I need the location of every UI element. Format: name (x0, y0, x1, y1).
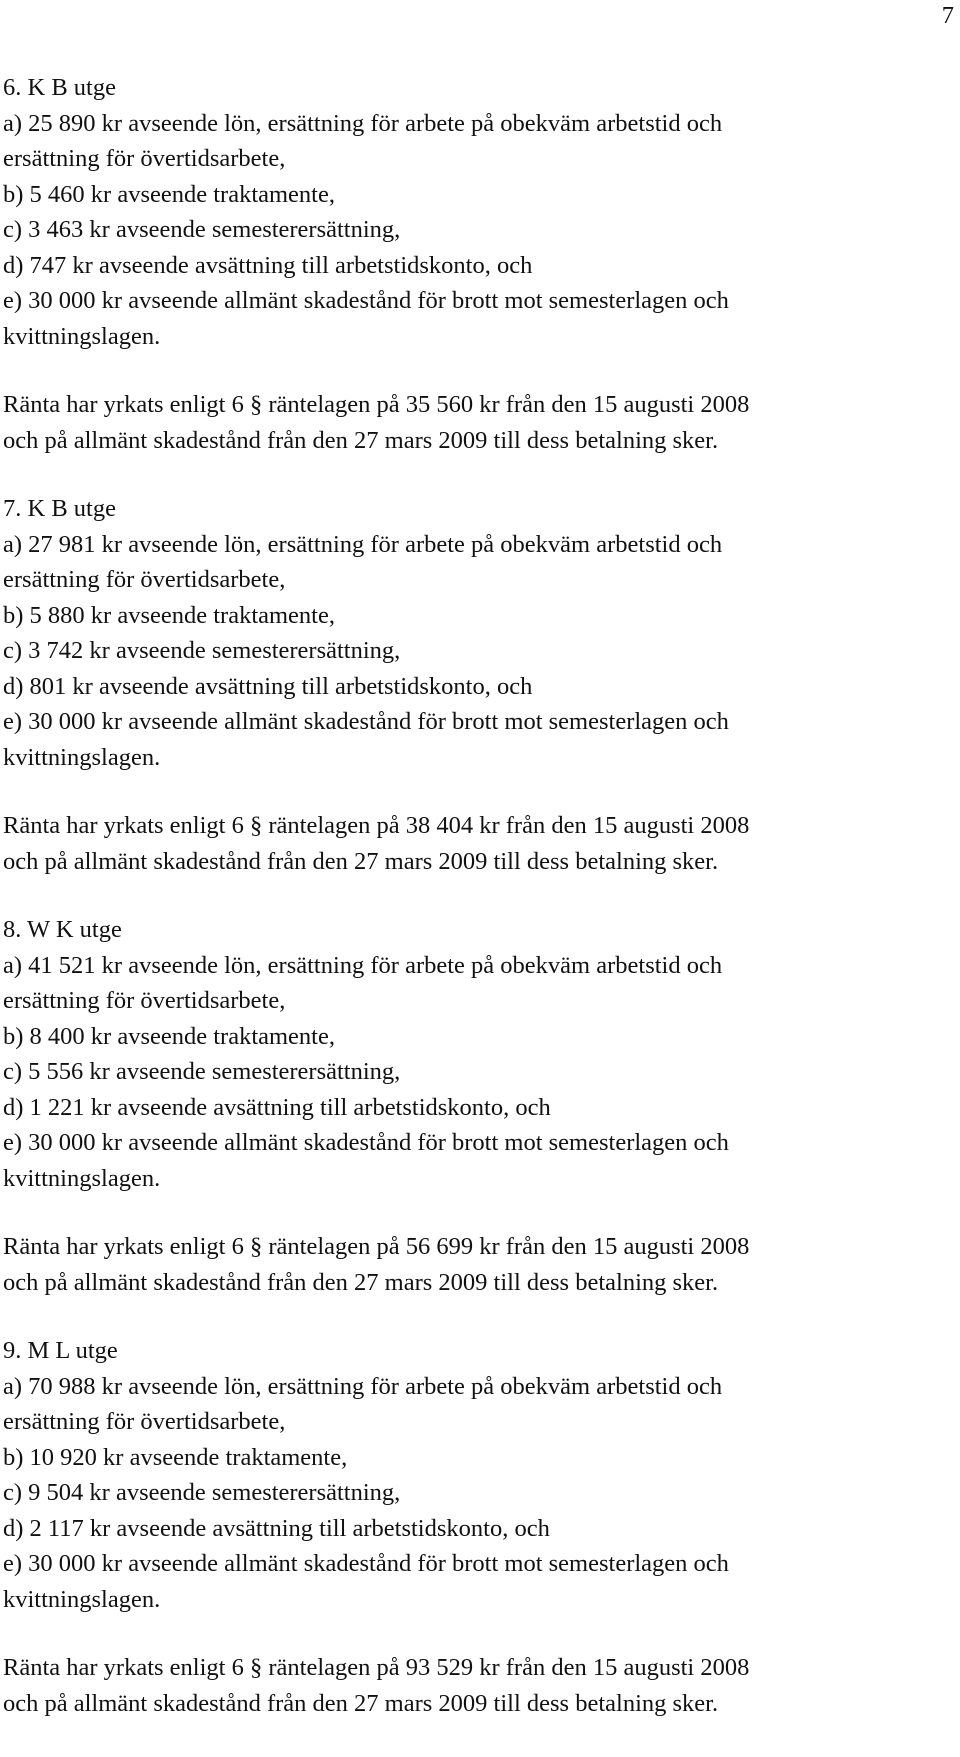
page-number: 7 (941, 2, 954, 29)
interest-line: och på allmänt skadestånd från den 27 mars 2009 till dess betalning sker. (3, 847, 719, 875)
claim-line: d) 2 117 kr avseende avsättning till arbetstidskonto, och (3, 1514, 550, 1542)
claim-line: a) 27 981 kr avseende lön, ersättning för arbete på obekväm arbetstid och (3, 530, 723, 558)
claim-line: c) 3 742 kr avseende semesterersättning, (3, 637, 401, 664)
claim-line: c) 3 463 kr avseende semesterersättning, (3, 216, 401, 243)
section-heading: 6. K B utge (3, 74, 116, 101)
claim-line: b) 5 460 kr avseende traktamente, (3, 180, 335, 208)
claim-line: e) 30 000 kr avseende allmänt skadestånd för brott mot semesterlagen och (3, 1129, 729, 1156)
section-heading: 8. W K utge (3, 916, 122, 943)
claims-block (3, 491, 953, 775)
claims-block (3, 1333, 953, 1617)
claim-line: d) 801 kr avseende avsättning till arbetstidskonto, och (3, 672, 533, 700)
interest-line: Ränta har yrkats enligt 6 § räntelagen på 35 560 kr från den 15 augusti 2008 (3, 391, 750, 418)
claim-section-7 (3, 491, 953, 879)
claim-line: c) 5 556 kr avseende semesterersättning, (3, 1058, 401, 1085)
section-heading: 9. M L utge (3, 1337, 118, 1364)
claim-line: a) 41 521 kr avseende lön, ersättning för arbete på obekväm arbetstid och (3, 951, 723, 979)
claim-line: kvittningslagen. (3, 743, 161, 771)
claim-line: a) 25 890 kr avseende lön, ersättning för arbete på obekväm arbetstid och (3, 109, 723, 137)
claim-section-8 (3, 912, 953, 1300)
claim-section-9 (3, 1333, 953, 1721)
claims-block (3, 70, 953, 354)
claim-line: kvittningslagen. (3, 1164, 161, 1192)
claim-line: kvittningslagen. (3, 322, 161, 350)
interest-paragraph (3, 1229, 953, 1300)
interest-paragraph (3, 387, 953, 458)
interest-line: Ränta har yrkats enligt 6 § räntelagen på 38 404 kr från den 15 augusti 2008 (3, 812, 750, 839)
claim-line: ersättning för övertidsarbete, (3, 145, 286, 172)
interest-line: Ränta har yrkats enligt 6 § räntelagen på 93 529 kr från den 15 augusti 2008 (3, 1654, 750, 1681)
claim-line: e) 30 000 kr avseende allmänt skadestånd för brott mot semesterlagen och (3, 1550, 729, 1577)
claim-line: e) 30 000 kr avseende allmänt skadestånd för brott mot semesterlagen och (3, 708, 729, 735)
claim-line: b) 10 920 kr avseende traktamente, (3, 1443, 348, 1471)
interest-paragraph (3, 808, 953, 879)
claim-line: b) 8 400 kr avseende traktamente, (3, 1022, 335, 1050)
interest-line: och på allmänt skadestånd från den 27 mars 2009 till dess betalning sker. (3, 1268, 719, 1296)
claim-line: kvittningslagen. (3, 1585, 161, 1613)
claim-line: ersättning för övertidsarbete, (3, 987, 286, 1014)
interest-line: och på allmänt skadestånd från den 27 mars 2009 till dess betalning sker. (3, 1689, 719, 1717)
claim-section-6 (3, 70, 953, 458)
claim-line: ersättning för övertidsarbete, (3, 566, 286, 593)
claim-line: ersättning för övertidsarbete, (3, 1408, 286, 1435)
interest-line: Ränta har yrkats enligt 6 § räntelagen på 56 699 kr från den 15 augusti 2008 (3, 1233, 750, 1260)
section-heading: 7. K B utge (3, 495, 116, 522)
claims-block (3, 912, 953, 1196)
claim-line: d) 747 kr avseende avsättning till arbetstidskonto, och (3, 251, 533, 279)
claim-line: e) 30 000 kr avseende allmänt skadestånd för brott mot semesterlagen och (3, 287, 729, 314)
interest-paragraph (3, 1650, 953, 1721)
claim-line: c) 9 504 kr avseende semesterersättning, (3, 1479, 401, 1506)
interest-line: och på allmänt skadestånd från den 27 mars 2009 till dess betalning sker. (3, 426, 719, 454)
claim-line: d) 1 221 kr avseende avsättning till arbetstidskonto, och (3, 1093, 551, 1121)
claim-line: b) 5 880 kr avseende traktamente, (3, 601, 335, 629)
document-body (3, 70, 953, 1754)
claim-line: a) 70 988 kr avseende lön, ersättning för arbete på obekväm arbetstid och (3, 1372, 723, 1400)
